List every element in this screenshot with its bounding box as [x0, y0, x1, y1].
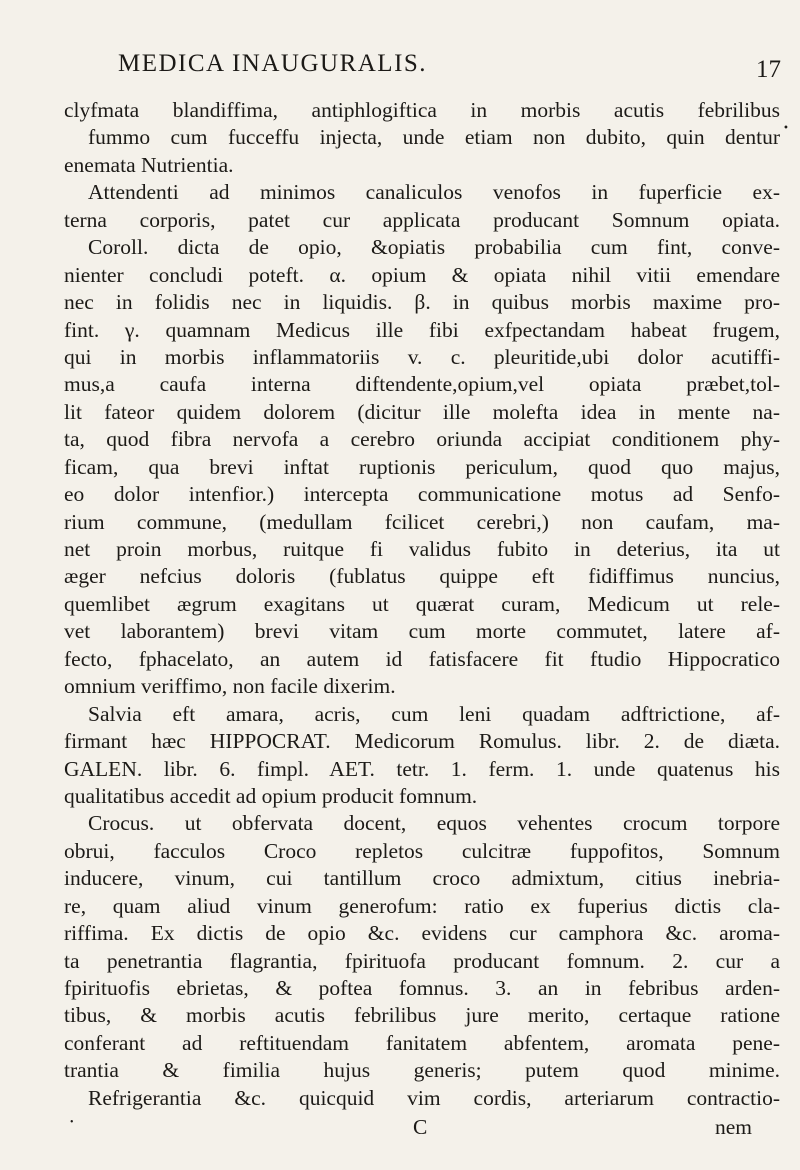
text-line: inducere, vinum, cui tantillum croco admixtum, citius inebria- [64, 866, 780, 891]
text-line: Attendenti ad minimos canaliculos venofos in fuperficie ex- [88, 180, 780, 205]
text-line: obrui, facculos Croco repletos culcitræ fuppofitos, Somnum [64, 838, 780, 863]
text-line: Crocus. ut obfervata docent, equos vehentes crocum torpore [88, 811, 780, 836]
text-line: ta penetrantia flagrantia, fpirituofa producant fomnum. 2. cur a [64, 948, 780, 973]
text-line: Salvia eft amara, acris, cum leni quadam adftrictione, af- [88, 701, 780, 726]
signature-mark: C [413, 1115, 428, 1139]
footer-mark: • [70, 1117, 74, 1128]
text-line: trantia & fimilia hujus generis; putem quod minime. [64, 1058, 780, 1083]
text-line: ta, quod fibra nervofa a cerebro oriunda accipiat conditionem phy- [64, 427, 780, 452]
text-line: ficam, qua brevi inftat ruptionis periculum, quod quo majus, [64, 454, 780, 479]
text-line: net proin morbus, ruitque fi validus fubito in deterius, ita ut [64, 537, 780, 561]
text-line: quemlibet ægrum exagitans ut quærat curam, Medicum ut rele- [64, 591, 780, 616]
text-line: terna corporis, patet cur applicata producant Somnum opiata. [64, 207, 780, 232]
text-line: eo dolor intenfior.) intercepta communicatione motus ad Senfo- [64, 482, 780, 507]
text-line: mus,a caufa interna diftendente,opium,vel opiata præbet,tol- [64, 372, 780, 397]
text-line: re, quam aliud vinum generofum: ratio ex fuperius dictis cla- [64, 893, 780, 918]
text-line: Refrigerantia &c. quicquid vim cordis, arteriarum contractio- [88, 1085, 780, 1110]
running-title: MEDICA INAUGURALIS. [118, 50, 428, 77]
text-line: omnium veriffimo, non facile dixerim. [64, 674, 396, 699]
catchword: nem [715, 1115, 753, 1139]
text-line: qui in morbis inflammatoriis v. c. pleuritide,ubi dolor acutiffi- [64, 344, 780, 369]
page-number: 17 [756, 56, 781, 83]
text-line: fummo cum fucceffu injecta, unde etiam non dubito, quin dentur [88, 125, 780, 150]
margin-mark: • [783, 123, 789, 134]
text-line: riffima. Ex dictis de opio &c. evidens cur camphora &c. aroma- [64, 921, 780, 946]
page-footer [0, 1115, 800, 1143]
text-line: fint. γ. quamnam Medicus ille fibi exfpectandam habeat frugem, [64, 317, 780, 342]
text-line: firmant hæc HIPPOCRAT. Medicorum Romulus. libr. 2. de diæta. [64, 729, 780, 754]
text-line: nec in folidis nec in liquidis. β. in quibus morbis maxime pro- [64, 290, 780, 315]
text-line: lit fateor quidem dolorem (dicitur ille molefta idea in mente na- [64, 399, 780, 424]
text-line: GALEN. libr. 6. fimpl. AET. tetr. 1. ferm. 1. unde quatenus his [64, 756, 780, 781]
text-line: Coroll. dicta de opio, &opiatis probabilia cum fint, conve- [88, 235, 780, 260]
text-line: clyfmata blandiffima, antiphlogiftica in morbis acutis febrilibus [64, 98, 780, 122]
text-line: tibus, & morbis acutis febrilibus jure merito, certaque ratione [64, 1003, 780, 1028]
text-line: rium commune, (medullam fcilicet cerebri,) non caufam, ma- [64, 509, 780, 534]
text-line: vet laborantem) brevi vitam cum morte commutet, latere af- [64, 619, 780, 644]
text-line: enemata Nutrientia. [64, 152, 234, 177]
page-header [0, 50, 800, 90]
text-line: conferant ad reftituendam fanitatem abfentem, aromata pene- [64, 1030, 780, 1055]
body-text [64, 97, 780, 1112]
text-line: qualitatibus accedit ad opium producit fomnum. [64, 783, 478, 808]
text-line: fecto, fphacelato, an autem id fatisfacere fit ftudio Hippocratico [64, 646, 780, 671]
text-line: nienter concludi poteft. α. opium & opiata nihil vitii emendare [64, 262, 780, 287]
text-line: fpirituofis ebrietas, & poftea fomnus. 3. an in febribus arden- [64, 976, 780, 1000]
text-line: æger nefcius doloris (fublatus quippe eft fidiffimus nuncius, [64, 564, 780, 589]
